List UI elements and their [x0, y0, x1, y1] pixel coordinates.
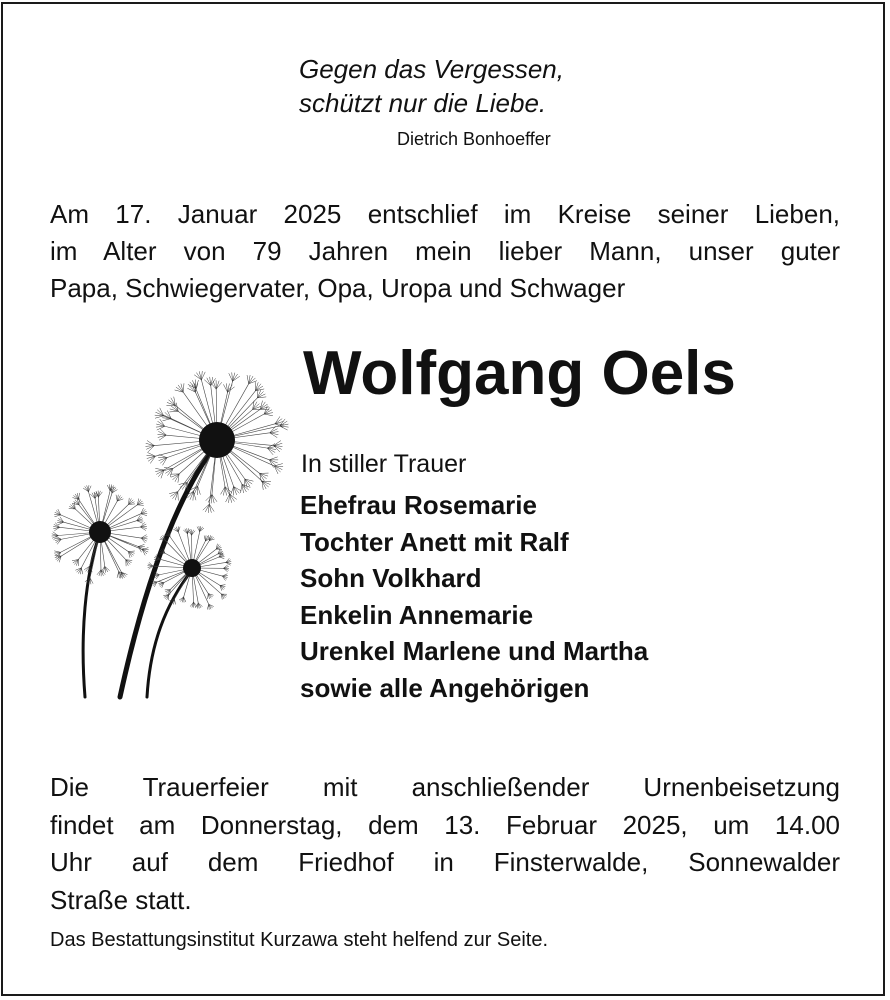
quote-author: Dietrich Bonhoeffer: [397, 129, 551, 149]
mourner-3: Sohn Volkhard: [300, 563, 482, 593]
quote-line-1: Gegen das Vergessen,: [299, 54, 564, 84]
mourner-5: Urenkel Marlene und Martha: [300, 636, 649, 666]
service-text: [50, 769, 840, 919]
mourner-2: Tochter Anett mit Ralf: [300, 526, 569, 557]
service-line-2: findet am Donnerstag, dem 13. Februar 2025, um 14.00: [50, 809, 840, 840]
mourners-heading: In stiller Trauer: [301, 450, 467, 478]
mourner-1: Ehefrau Rosemarie: [300, 490, 537, 520]
intro-line-2: im Alter von 79 Jahren mein lieber Mann, unser guter: [50, 236, 840, 266]
service-line-3: Uhr auf dem Friedhof in Finsterwalde, Sonnewalder: [50, 847, 840, 877]
intro-text: [50, 196, 840, 307]
service-line-1: Die Trauerfeier mit anschließender Urnenbeisetzung: [50, 772, 840, 802]
dandelion-illustration: [40, 355, 300, 705]
service-line-4: Straße statt.: [50, 884, 192, 915]
intro-line-3: Papa, Schwiegervater, Opa, Uropa und Schwager: [50, 273, 626, 303]
mourner-4: Enkelin Annemarie: [300, 599, 534, 630]
intro-line-1: Am 17. Januar 2025 entschlief im Kreise seiner Lieben,: [50, 199, 840, 229]
mourners-list: [300, 487, 648, 706]
footer-text: Das Bestattungsinstitut Kurzawa steht helfend zur Seite.: [50, 929, 549, 951]
quote: [299, 52, 564, 120]
quote-line-2: schützt nur die Liebe.: [299, 88, 547, 118]
mourner-6: sowie alle Angehörigen: [300, 672, 590, 703]
deceased-name: Wolfgang Oels: [303, 339, 736, 408]
